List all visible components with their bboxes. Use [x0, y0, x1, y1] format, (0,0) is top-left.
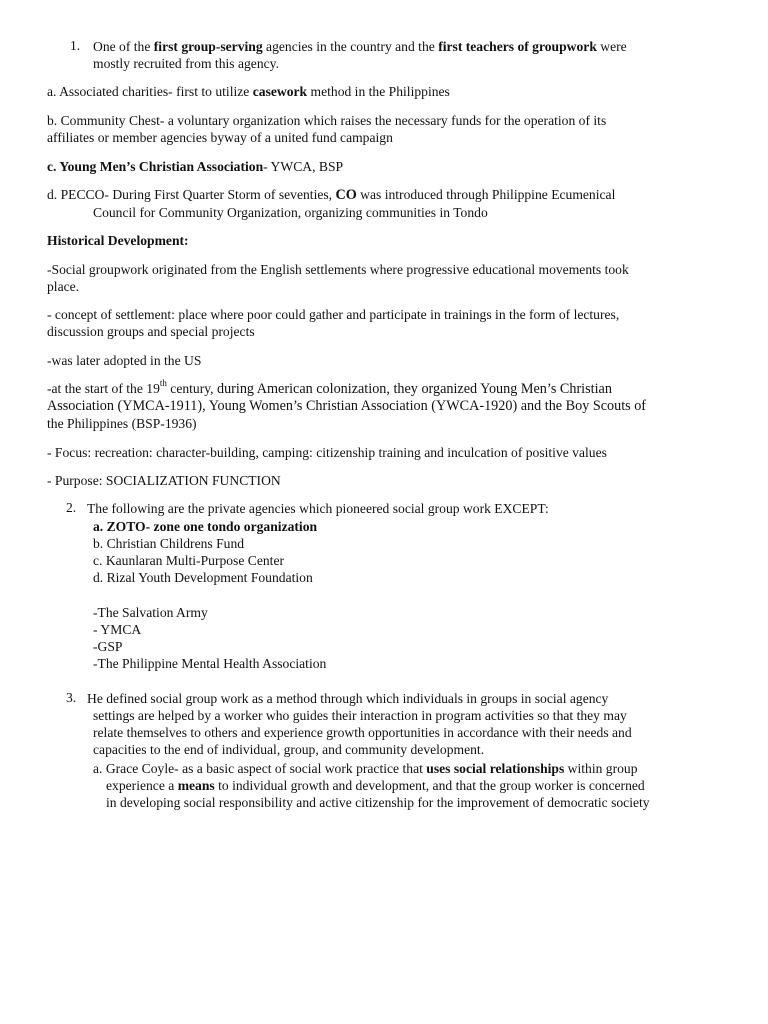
history-paragraph-1: -Social groupwork originated from the English settlements where progressive educational movements took place. — [47, 262, 629, 294]
list-item: -GSP — [93, 639, 123, 654]
list-item: -The Salvation Army — [93, 605, 208, 620]
history-paragraph-5: - Focus: recreation: character-building, camping: citizenship training and inculcation of positive values — [47, 445, 607, 460]
history-heading: Historical Development: — [47, 233, 189, 248]
list-item: -The Philippine Mental Health Association — [93, 656, 327, 671]
q2-question: The following are the private agencies which pioneered social group work EXCEPT: — [87, 501, 549, 516]
q2-list — [93, 604, 326, 672]
history-paragraph-6: - Purpose: SOCIALIZATION FUNCTION — [47, 473, 281, 488]
q1-option-d: d. PECCO- During First Quarter Storm of seventies, CO was introduced through Philippine Ecumenical Council for Community Organization, organizing communities in Tondo — [47, 187, 616, 220]
q3-answer-a: a. Grace Coyle- as a basic aspect of social work practice that uses social relationships within group experience a means to individual growth and development, and that the group worker is concerned in developing social responsibility and active citizenship for the improvement of democratic society — [93, 761, 650, 810]
history-paragraph-3: -was later adopted in the US — [47, 353, 202, 368]
q1-option-c: c. Young Men’s Christian Association- YWCA, BSP — [47, 159, 344, 174]
q3-question: He defined social group work as a method through which individuals in groups in social agency settings are helped by a worker who guides their interaction in program activities so that they may relate themselves to others and experience growth opportunities in accordance with their needs and capacities to the end of individual, group, and community development. — [87, 691, 632, 757]
history-paragraph-2: - concept of settlement: place where poor could gather and participate in trainings in the form of lectures, discussion groups and special projects — [47, 307, 620, 339]
q2-option-d: d. Rizal Youth Development Foundation — [93, 570, 313, 585]
q2-option-a: a. ZOTO- zone one tondo organization — [93, 519, 318, 534]
q1-question: One of the first group-serving agencies in the country and the first teachers of groupwork were mostly recruited from this agency. — [93, 39, 627, 71]
history-paragraph-4: -at the start of the 19th century, during American colonization, they organized Young Men’s Christian Association (YMCA-1911), Young Women’s Christian Association (YWCA-1920) and the Boy Scouts of the Philippines (BSP-1936) — [47, 378, 647, 431]
q1-number: 1. — [70, 38, 81, 53]
q3-number: 3. — [66, 690, 77, 705]
q2-option-c: c. Kaunlaran Multi-Purpose Center — [93, 553, 285, 568]
q1-option-b: b. Community Chest- a voluntary organization which raises the necessary funds for the operation of its affiliates or member agencies byway of a united fund campaign — [47, 113, 607, 145]
q2-number: 2. — [66, 500, 77, 515]
q2-options — [93, 518, 317, 586]
q1-option-a: a. Associated charities- first to utilize casework method in the Philippines — [47, 84, 450, 99]
list-item: - YMCA — [93, 622, 142, 637]
q2-option-b: b. Christian Childrens Fund — [93, 536, 245, 551]
